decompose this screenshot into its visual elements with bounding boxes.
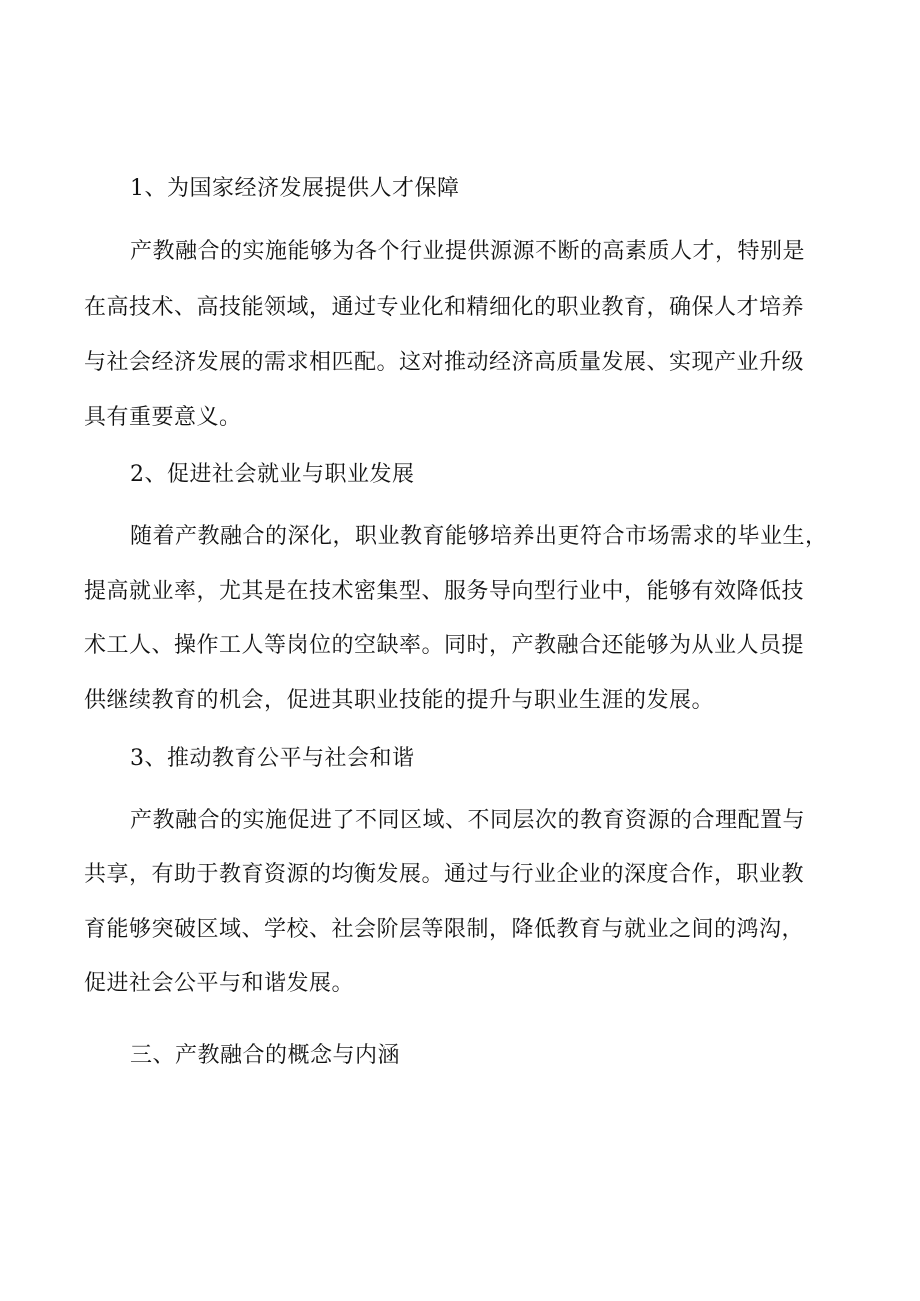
paragraph-2-line-2: 提高就业率，尤其是在技术密集型、服务导向型行业中，能够有效降低技 <box>84 579 805 604</box>
paragraph-2-line-3: 术工人、操作工人等岗位的空缺率。同时，产教融合还能够为从业人员提 <box>84 633 805 658</box>
section-heading-3: 3、推动教育公平与社会和谐 <box>130 746 415 771</box>
paragraph-3-line-3: 育能够突破区域、学校、社会阶层等限制，降低教育与就业之间的鸿沟， <box>84 917 805 942</box>
paragraph-1-line-1: 产教融合的实施能够为各个行业提供源源不断的高素质人才，特别是 <box>130 239 806 264</box>
section-heading-1: 1、为国家经济发展提供人才保障 <box>130 176 460 201</box>
paragraph-2-line-4: 供继续教育的机会，促进其职业技能的提升与职业生涯的发展。 <box>84 688 715 713</box>
paragraph-3-line-2: 共享，有助于教育资源的均衡发展。通过与行业企业的深度合作，职业教 <box>84 862 805 887</box>
paragraph-1-line-2: 在高技术、高技能领域，通过专业化和精细化的职业教育，确保人才培养 <box>84 295 805 320</box>
paragraph-1-line-4: 具有重要意义。 <box>84 405 242 430</box>
paragraph-1-line-3: 与社会经济发展的需求相匹配。这对推动经济高质量发展、实现产业升级 <box>84 350 805 375</box>
chapter-heading: 三、产教融合的概念与内涵 <box>130 1043 401 1068</box>
paragraph-2-line-1: 随着产教融合的深化，职业教育能够培养出更符合市场需求的毕业生， <box>130 524 828 549</box>
paragraph-3-line-4: 促进社会公平与和谐发展。 <box>84 971 355 996</box>
section-heading-2: 2、促进社会就业与职业发展 <box>130 462 415 487</box>
paragraph-3-line-1: 产教融合的实施促进了不同区域、不同层次的教育资源的合理配置与 <box>130 808 806 833</box>
